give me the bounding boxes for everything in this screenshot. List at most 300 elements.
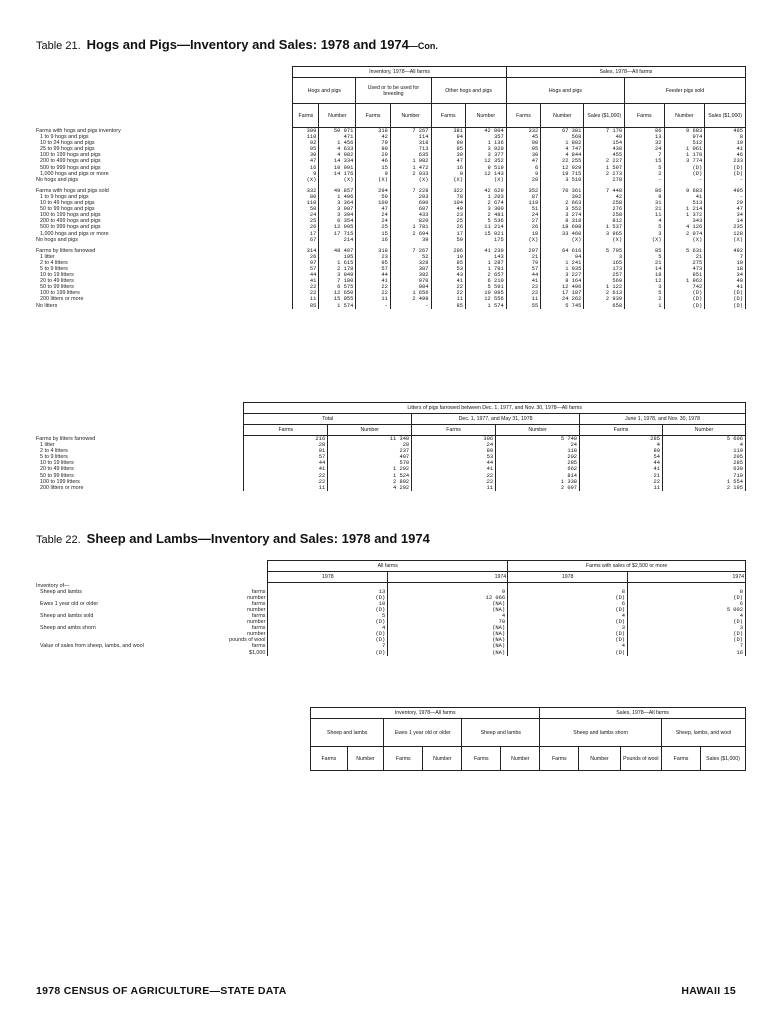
cell-value: 4 bbox=[508, 613, 628, 619]
cell-value: 154 bbox=[584, 140, 625, 146]
row-unit: number bbox=[247, 631, 266, 638]
cell-value: 80 bbox=[293, 194, 319, 200]
cell-value: 3 bbox=[508, 625, 628, 631]
cell-value: 86 bbox=[625, 128, 664, 135]
cell-value: 42 804 bbox=[466, 128, 507, 135]
cell-value: 24 262 bbox=[541, 296, 584, 302]
row-label: 500 to 999 hogs and pigs bbox=[40, 164, 101, 171]
cell-value: 8 318 bbox=[541, 218, 584, 224]
cell-value: (NA) bbox=[388, 625, 508, 631]
cell-value: 1 791 bbox=[466, 266, 507, 272]
cell-value: 80 bbox=[580, 448, 663, 454]
cell-value: 4 bbox=[268, 625, 388, 631]
cell-value: 2 227 bbox=[584, 158, 625, 164]
cell-value: (D) bbox=[628, 637, 746, 643]
row-label: Inventory of— bbox=[36, 582, 70, 589]
cell-value: 7 267 bbox=[390, 128, 431, 135]
cell-value: (X) bbox=[506, 237, 541, 243]
cell-value: 3 774 bbox=[664, 158, 705, 164]
cell-value: 285 bbox=[662, 460, 745, 466]
t21-col-header: Sales ($1,000) bbox=[584, 104, 625, 128]
cell-value: 3 907 bbox=[319, 206, 356, 212]
cell-value: 119 bbox=[662, 448, 745, 454]
cell-value: 26 bbox=[431, 224, 466, 230]
cell-value: 46 bbox=[356, 158, 391, 164]
cell-value: 18 698 bbox=[541, 224, 584, 230]
cell-value: (D) bbox=[664, 171, 705, 177]
cell-value: 258 bbox=[584, 200, 625, 206]
cell-value: (D) bbox=[508, 637, 628, 643]
cell-value: 5 745 bbox=[541, 303, 584, 309]
row-label: Value of sales from sheep, lambs, and wool bbox=[40, 643, 144, 650]
cell-value: (D) bbox=[268, 637, 388, 643]
cell-value: 16 bbox=[628, 650, 746, 656]
t22-col-header: Farms bbox=[662, 747, 701, 771]
cell-value: 114 bbox=[390, 134, 431, 140]
cell-value: 495 bbox=[705, 188, 746, 194]
cell-value: 40 bbox=[584, 134, 625, 140]
cell-value: (NA) bbox=[388, 601, 508, 607]
t21-litters-period2: June 1, 1978, and Nov. 30, 1978 bbox=[580, 414, 746, 425]
row-label: 1 to 9 hogs and pigs bbox=[40, 193, 89, 200]
cell-value: 23 bbox=[431, 212, 466, 218]
t21-litters-total: Total bbox=[244, 414, 412, 425]
cell-value: (X) bbox=[664, 237, 705, 243]
cell-value: (D) bbox=[508, 619, 628, 625]
cell-value: 1 615 bbox=[319, 260, 356, 266]
cell-value: 3 920 bbox=[466, 146, 507, 152]
cell-value: 21 bbox=[664, 254, 705, 260]
cell-value: 2 195 bbox=[662, 485, 745, 491]
cell-value: 173 bbox=[584, 266, 625, 272]
cell-value: 41 bbox=[356, 278, 391, 284]
row-label: 500 to 999 hogs and pigs bbox=[40, 224, 101, 231]
cell-value: 1 597 bbox=[584, 165, 625, 171]
cell-value: 1 203 bbox=[466, 194, 507, 200]
t21-litters-period1: Dec. 1, 1977, and May 31, 1978 bbox=[412, 414, 580, 425]
cell-value: 276 bbox=[584, 206, 625, 212]
cell-value: 34 bbox=[705, 212, 746, 218]
cell-value: (D) bbox=[664, 296, 705, 302]
cell-value: 7 180 bbox=[319, 278, 356, 284]
t21-col-header: Number bbox=[664, 104, 705, 128]
cell-value: 2 674 bbox=[466, 200, 507, 206]
table-row bbox=[34, 436, 746, 443]
cell-value: 47 bbox=[431, 158, 466, 164]
table21-litters-farrowed bbox=[34, 402, 746, 491]
row-label: 200 to 499 hogs and pigs bbox=[40, 158, 101, 165]
cell-value: 5 631 bbox=[664, 248, 705, 254]
cell-value: 11 bbox=[431, 296, 466, 302]
cell-value: 4 bbox=[508, 643, 628, 649]
cell-value: 110 bbox=[293, 200, 319, 206]
cell-value: 30 bbox=[431, 152, 466, 158]
table22-title: Sheep and Lambs—Inventory and Sales: 1978 and 1974 bbox=[86, 531, 430, 546]
cell-value: (D) bbox=[508, 607, 628, 613]
row-label: Farms by litters farrowed bbox=[36, 436, 96, 442]
cell-value: 22 bbox=[431, 284, 466, 290]
cell-value: 64 616 bbox=[541, 248, 584, 254]
cell-value: 4 747 bbox=[541, 146, 584, 152]
t21-col-header: Farms bbox=[625, 104, 664, 128]
cell-value: (D) bbox=[664, 165, 705, 171]
row-unit: pounds of wool bbox=[229, 637, 266, 644]
cell-value: 3 394 bbox=[319, 212, 356, 218]
t21-litters-stub-head bbox=[34, 425, 244, 436]
cell-value: 455 bbox=[584, 152, 625, 158]
cell-value: 85 bbox=[431, 260, 466, 266]
cell-value: 7 bbox=[268, 643, 388, 649]
cell-value: 53 bbox=[431, 266, 466, 272]
cell-value: 570 bbox=[328, 460, 412, 466]
cell-value: 9 bbox=[506, 171, 541, 177]
row-label: 50 to 99 hogs and pigs bbox=[40, 206, 95, 213]
t21-col-header: Number bbox=[466, 104, 507, 128]
cell-value: 41 230 bbox=[466, 248, 507, 254]
cell-value: 216 bbox=[244, 436, 328, 443]
cell-value: 7 228 bbox=[390, 188, 431, 194]
cell-value: 851 bbox=[664, 272, 705, 278]
cell-value: 90 bbox=[356, 146, 391, 152]
cell-value: 143 bbox=[466, 254, 507, 260]
cell-value: 297 bbox=[506, 248, 541, 254]
cell-value: 94 bbox=[541, 254, 584, 260]
cell-value: 70 bbox=[388, 619, 508, 625]
cell-value: 14 bbox=[625, 266, 664, 272]
cell-value: 50 bbox=[293, 206, 319, 212]
row-label: 1 litter bbox=[40, 253, 55, 260]
cell-value: 1 802 bbox=[541, 140, 584, 146]
cell-value: 57 bbox=[293, 266, 319, 272]
cell-value: 9 683 bbox=[664, 188, 705, 194]
cell-value: 1 bbox=[625, 303, 664, 309]
cell-value: 285 bbox=[580, 436, 663, 443]
cell-value: (D) bbox=[268, 650, 388, 656]
cell-value: 2 273 bbox=[584, 171, 625, 177]
cell-value: (X) bbox=[356, 177, 391, 183]
cell-value: (NA) bbox=[388, 650, 508, 656]
cell-value: 25 bbox=[293, 218, 319, 224]
cell-value: 314 bbox=[293, 248, 319, 254]
t21-col-header: Number bbox=[390, 104, 431, 128]
row-unit: number bbox=[247, 619, 266, 626]
cell-value: 6 354 bbox=[319, 218, 356, 224]
row-label: 10 to 24 hogs and pigs bbox=[40, 140, 95, 147]
cell-value: 89 bbox=[412, 448, 496, 454]
cell-value: 3 049 bbox=[319, 272, 356, 278]
cell-value: 1 122 bbox=[584, 284, 625, 290]
cell-value: 568 bbox=[541, 134, 584, 140]
cell-value: 7 bbox=[705, 254, 746, 260]
cell-value: 21 bbox=[625, 206, 664, 212]
cell-value: 42 bbox=[584, 194, 625, 200]
cell-value: 203 bbox=[390, 194, 431, 200]
t21-sub-sales-hogs: Hogs and pigs bbox=[506, 78, 624, 104]
cell-value: 14 334 bbox=[319, 158, 356, 164]
cell-value: 22 bbox=[580, 479, 663, 485]
cell-value: 95 bbox=[506, 146, 541, 152]
cell-value: (NA) bbox=[388, 637, 508, 643]
cell-value: 16 bbox=[293, 165, 319, 171]
cell-value: 17 bbox=[431, 231, 466, 237]
table21-suffix: —Con. bbox=[408, 41, 438, 51]
cell-value: 21 bbox=[580, 473, 663, 479]
cell-value: - bbox=[705, 194, 746, 200]
cell-value: 352 bbox=[506, 188, 541, 194]
row-label: 100 to 199 litters bbox=[40, 290, 80, 297]
cell-value: 5 bbox=[268, 613, 388, 619]
cell-value: 4 633 bbox=[319, 146, 356, 152]
cell-value: 19 bbox=[705, 140, 746, 146]
t21-litters-col-header: Number bbox=[496, 425, 580, 436]
cell-value: 1 935 bbox=[541, 266, 584, 272]
cell-value: 100 bbox=[356, 200, 391, 206]
cell-value: (D) bbox=[508, 650, 628, 656]
cell-value: 1 982 bbox=[390, 158, 431, 164]
cell-value: 57 bbox=[244, 454, 328, 460]
cell-value: 3 bbox=[628, 625, 746, 631]
t22-year-1978-a: 1978 bbox=[268, 572, 388, 583]
table-row bbox=[34, 485, 746, 491]
cell-value: 41 bbox=[293, 278, 319, 284]
cell-value: 41 bbox=[580, 466, 663, 472]
cell-value: 195 bbox=[319, 254, 356, 260]
cell-value: (X) bbox=[431, 177, 466, 183]
table22-number: Table 22. bbox=[36, 534, 81, 546]
cell-value: 3 bbox=[625, 231, 664, 237]
cell-value: 296 bbox=[431, 248, 466, 254]
cell-value: 713 bbox=[390, 146, 431, 152]
cell-value: 26 bbox=[293, 254, 319, 260]
cell-value: 235 bbox=[705, 224, 746, 230]
cell-value: 18 bbox=[705, 266, 746, 272]
cell-value: 2 bbox=[625, 296, 664, 302]
t22-col-header: Number bbox=[347, 747, 384, 771]
cell-value: 5 bbox=[625, 165, 664, 171]
cell-value: 22 bbox=[506, 284, 541, 290]
cell-value: 294 bbox=[356, 188, 391, 194]
cell-value: 318 bbox=[390, 140, 431, 146]
cell-value: 1 287 bbox=[466, 260, 507, 266]
cell-value: 79 bbox=[506, 260, 541, 266]
cell-value: - bbox=[356, 303, 391, 309]
cell-value: 47 bbox=[356, 206, 391, 212]
cell-value: 357 bbox=[466, 134, 507, 140]
cell-value: 635 bbox=[390, 152, 431, 158]
row-label: 50 to 99 litters bbox=[40, 472, 74, 479]
cell-value: 57 bbox=[356, 266, 391, 272]
t21-litters-col-header: Number bbox=[328, 425, 412, 436]
row-unit: number bbox=[247, 594, 266, 601]
row-label: Sheep and lambs sold bbox=[40, 612, 94, 619]
row-label: No litters bbox=[36, 302, 58, 309]
cell-value: 1 656 bbox=[390, 290, 431, 296]
cell-value: 4 292 bbox=[328, 485, 412, 491]
cell-value: 2 bbox=[625, 171, 664, 177]
cell-value: 2 499 bbox=[390, 296, 431, 302]
cell-value: (D) bbox=[268, 631, 388, 637]
cell-value: 30 bbox=[293, 152, 319, 158]
row-unit: farms bbox=[251, 588, 266, 595]
cell-value: 46 bbox=[705, 152, 746, 158]
cell-value: 42 629 bbox=[466, 188, 507, 194]
cell-value: 5 795 bbox=[584, 248, 625, 254]
cell-value: 3 bbox=[625, 284, 664, 290]
table21-title-block bbox=[36, 36, 438, 54]
cell-value: (X) bbox=[625, 237, 664, 243]
row-unit: farms bbox=[251, 612, 266, 619]
cell-value: 5 606 bbox=[662, 436, 745, 443]
cell-value: (X) bbox=[293, 177, 319, 183]
cell-value: 12 650 bbox=[319, 290, 356, 296]
t22-sub-ewes: Ewes 1 year old or older bbox=[384, 719, 462, 747]
cell-value: 387 bbox=[390, 266, 431, 272]
cell-value: 11 bbox=[412, 485, 496, 491]
cell-value: 30 bbox=[506, 152, 541, 158]
cell-value: 1 962 bbox=[664, 278, 705, 284]
row-label: 10 to 19 litters bbox=[40, 272, 74, 279]
cell-value: 11 bbox=[293, 296, 319, 302]
cell-value: - bbox=[390, 303, 431, 309]
cell-value: 607 bbox=[390, 206, 431, 212]
cell-value: 20 bbox=[506, 177, 541, 183]
cell-value: 512 bbox=[664, 140, 705, 146]
cell-value: 8 164 bbox=[541, 278, 584, 284]
cell-value: 658 bbox=[584, 303, 625, 309]
cell-value: 742 bbox=[664, 284, 705, 290]
cell-value: 17 715 bbox=[319, 231, 356, 237]
cell-value: 11 bbox=[625, 212, 664, 218]
cell-value: 4 082 bbox=[319, 152, 356, 158]
cell-value: 2 657 bbox=[466, 272, 507, 278]
row-label: Farms with hogs and pigs sold bbox=[36, 187, 109, 194]
t21-stub-head bbox=[34, 104, 293, 128]
cell-value: 9 683 bbox=[664, 128, 705, 135]
cell-value: 5 bbox=[625, 254, 664, 260]
cell-value: 10 bbox=[705, 260, 746, 266]
cell-value: 2 178 bbox=[319, 266, 356, 272]
t21-litters-head: Litters of pigs farrowed between Dec. 1, 1977, and Nov. 30, 1978—All farms bbox=[244, 403, 746, 414]
cell-value: 392 bbox=[541, 194, 584, 200]
cell-value: 2 663 bbox=[541, 200, 584, 206]
cell-value: 22 bbox=[293, 284, 319, 290]
cell-value: 306 bbox=[412, 436, 496, 443]
cell-value: 4 bbox=[625, 218, 664, 224]
cell-value: 119 bbox=[506, 200, 541, 206]
row-label: 10 to 19 litters bbox=[40, 460, 74, 467]
cell-value: 984 bbox=[390, 284, 431, 290]
cell-value: 318 bbox=[356, 128, 391, 135]
cell-value: 110 bbox=[293, 134, 319, 140]
t22-sub-sheep: Sheep and lambs bbox=[311, 719, 384, 747]
row-label: 1 to 9 hogs and pigs bbox=[40, 134, 89, 141]
cell-value: 87 bbox=[506, 194, 541, 200]
cell-value: 118 bbox=[496, 448, 580, 454]
cell-value: 41 bbox=[412, 466, 496, 472]
cell-value: 381 bbox=[431, 128, 466, 135]
cell-value: 78 bbox=[431, 194, 466, 200]
cell-value: 24 bbox=[356, 218, 391, 224]
row-unit: number bbox=[247, 606, 266, 613]
cell-value: 48 497 bbox=[319, 248, 356, 254]
cell-value: 41 bbox=[705, 284, 746, 290]
cell-value: 44 bbox=[412, 460, 496, 466]
cell-value: 6 210 bbox=[466, 278, 507, 284]
cell-value: 19 bbox=[431, 254, 466, 260]
row-label: 1,000 hogs and pigs or more bbox=[40, 170, 109, 177]
cell-value: 11 340 bbox=[328, 436, 412, 443]
cell-value: 92 bbox=[293, 140, 319, 146]
cell-value: 95 bbox=[431, 146, 466, 152]
cell-value: 12 995 bbox=[319, 224, 356, 230]
cell-value: 257 bbox=[584, 272, 625, 278]
cell-value: 24 bbox=[293, 212, 319, 218]
t22-col-header: Farms bbox=[540, 747, 579, 771]
row-label: 5 to 9 litters bbox=[40, 454, 68, 461]
cell-value: 3 bbox=[584, 254, 625, 260]
cell-value: 22 bbox=[412, 479, 496, 485]
t22-year-1974-b: 1974 bbox=[628, 572, 746, 583]
cell-value: 70 361 bbox=[541, 188, 584, 194]
cell-value: 1 214 bbox=[664, 206, 705, 212]
cell-value: 5 002 bbox=[628, 607, 746, 613]
cell-value: 12 496 bbox=[541, 284, 584, 290]
cell-value: 9 bbox=[625, 194, 664, 200]
cell-value: 5 591 bbox=[466, 284, 507, 290]
cell-value: 7 170 bbox=[584, 128, 625, 135]
cell-value: 47 bbox=[705, 206, 746, 212]
cell-value: 31 bbox=[625, 200, 664, 206]
cell-value: 44 bbox=[580, 460, 663, 466]
row-label: 200 to 499 hogs and pigs bbox=[40, 218, 101, 225]
cell-value: 44 bbox=[244, 460, 328, 466]
cell-value: 43 bbox=[431, 272, 466, 278]
cell-value: 41 bbox=[506, 278, 541, 284]
cell-value: 3 227 bbox=[541, 272, 584, 278]
table-row bbox=[34, 650, 746, 656]
cell-value: 3 364 bbox=[319, 200, 356, 206]
cell-value: 278 bbox=[584, 177, 625, 183]
cell-value: 1 524 bbox=[328, 473, 412, 479]
row-label: Sheep and lambs bbox=[40, 588, 82, 595]
cell-value: 44 bbox=[293, 272, 319, 278]
cell-value: 2 892 bbox=[328, 479, 412, 485]
cell-value: 24 bbox=[356, 212, 391, 218]
row-label: Ewes 1 year old or older bbox=[40, 600, 99, 607]
cell-value: 3 965 bbox=[584, 231, 625, 237]
cell-value: (X) bbox=[705, 237, 746, 243]
t22-head-sales: Sales, 1978—All farms bbox=[540, 708, 746, 719]
cell-value: 175 bbox=[466, 237, 507, 243]
t22-stub-head bbox=[34, 747, 311, 771]
cell-value: 22 bbox=[506, 290, 541, 296]
cell-value: 57 bbox=[506, 266, 541, 272]
cell-value: 22 bbox=[356, 290, 391, 296]
cell-value: 24 bbox=[412, 442, 496, 448]
row-label: 200 litters or more bbox=[40, 484, 84, 491]
cell-value: 9 519 bbox=[466, 165, 507, 171]
cell-value: 42 bbox=[356, 134, 391, 140]
table22-top-summary bbox=[34, 560, 746, 656]
cell-value: 3 300 bbox=[466, 206, 507, 212]
cell-value: 54 bbox=[580, 454, 663, 460]
cell-value: 5 740 bbox=[496, 436, 580, 443]
cell-value: 50 071 bbox=[319, 128, 356, 135]
cell-value: 970 bbox=[390, 278, 431, 284]
row-label: No hogs and pigs bbox=[36, 236, 78, 243]
row-label: Farms with hogs and pigs inventory bbox=[36, 128, 121, 134]
cell-value: 16 bbox=[431, 165, 466, 171]
